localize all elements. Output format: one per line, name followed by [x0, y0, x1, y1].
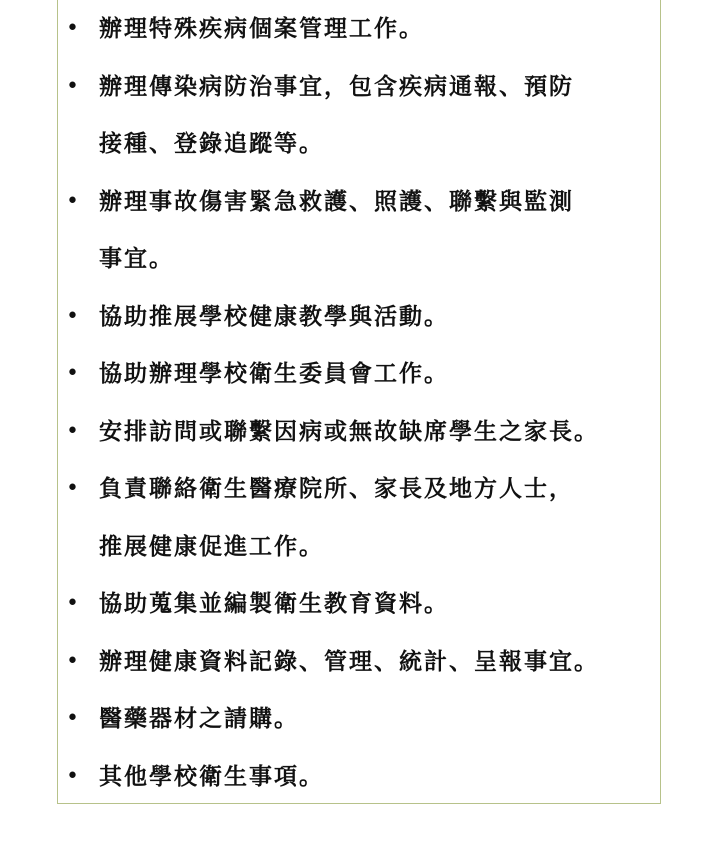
list-item-text: • 負責聯絡衛生醫療院所、家長及地方人士， [99, 475, 574, 502]
list-item [0, 575, 719, 633]
list-item [0, 403, 719, 461]
list-item-text: • 協助蒐集並編製衛生教育資料。 [99, 590, 449, 617]
list-item [0, 173, 719, 288]
list-item-text-continued: 事宜。 [99, 245, 174, 272]
list-item-text: • 辦理傳染病防治事宜，包含疾病通報、預防 [99, 72, 574, 100]
list-item [0, 0, 719, 58]
list-item [0, 748, 719, 806]
list-item [0, 690, 719, 748]
list-item [0, 345, 719, 403]
list-item-text-continued: 接種、登錄追蹤等。 [99, 130, 324, 157]
list-item-text: • 辦理健康資料記錄、管理、統計、呈報事宜。 [99, 647, 599, 675]
list-item-text: • 辦理事故傷害緊急救護、照護、聯繫與監測 [99, 187, 574, 215]
list-item-text: • 協助辦理學校衛生委員會工作。 [99, 360, 449, 387]
list-item [0, 633, 719, 691]
list-item-text: • 辦理特殊疾病個案管理工作。 [99, 15, 424, 42]
list-item-text: • 協助推展學校健康教學與活動。 [99, 302, 449, 330]
list-item-text: • 其他學校衛生事項。 [99, 762, 324, 790]
list-item-text: • 安排訪問或聯繫因病或無故缺席學生之家長。 [99, 417, 599, 445]
list-item [0, 460, 719, 575]
list-item [0, 58, 719, 173]
list-item-text-continued: 推展健康促進工作。 [99, 532, 324, 560]
list-item-text: • 醫藥器材之請購。 [99, 705, 299, 732]
list-item [0, 288, 719, 346]
